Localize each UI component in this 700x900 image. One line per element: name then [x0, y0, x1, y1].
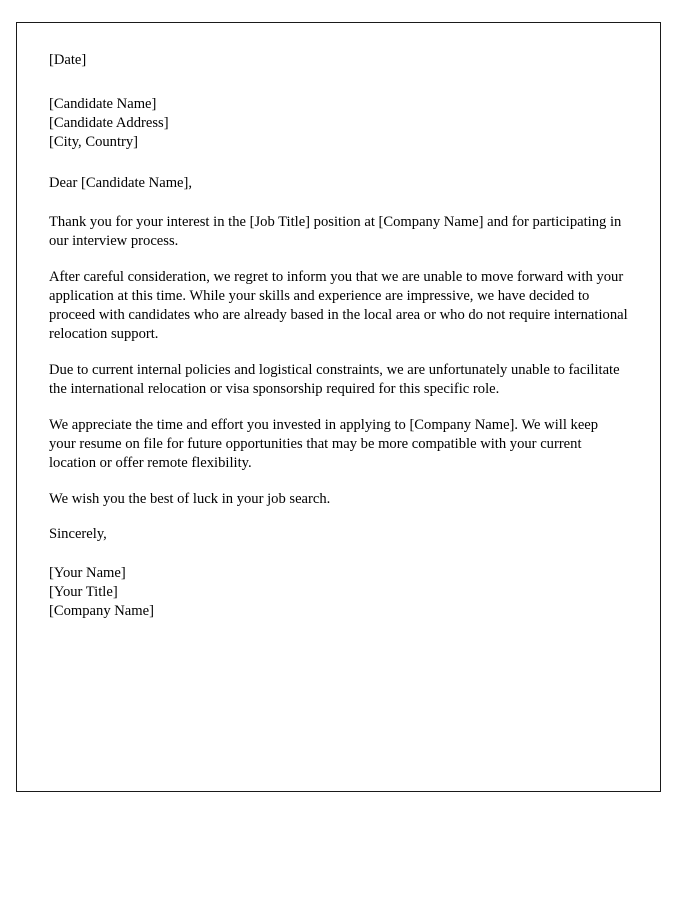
recipient-line-3: [City, Country]	[49, 133, 139, 150]
date-line: [Date]	[49, 52, 87, 68]
recipient-address-block	[49, 95, 628, 152]
recipient-line-2: [Candidate Address]	[49, 114, 169, 131]
salutation: Dear [Candidate Name],	[49, 174, 193, 191]
body-paragraph-3: Due to current internal policies and logistical constraints, we are unfortunately unable to facilitate the international relocation or visa sponsorship required for this specific role.	[49, 361, 620, 397]
letter-sheet	[16, 22, 661, 792]
letter-body	[17, 23, 660, 621]
body-paragraph-1: Thank you for your interest in the [Job Title] position at [Company Name] and for participating in our interview process.	[49, 213, 622, 249]
signature-line-2: [Your Title]	[49, 584, 118, 601]
signature-line-3: [Company Name]	[49, 603, 154, 620]
closing-line: Sincerely,	[49, 526, 107, 543]
signature-line-1: [Your Name]	[49, 565, 126, 582]
body-paragraph-5: We wish you the best of luck in your job search.	[49, 490, 331, 507]
body-paragraph-2: After careful consideration, we regret to inform you that we are unable to move forward with your application at this time. While your skills and experience are impressive, we have decided to proceed with candidates who are already based in the local area or who do not require international relocation support.	[49, 268, 628, 342]
body-paragraph-4: We appreciate the time and effort you invested in applying to [Company Name]. We will keep your resume on file for future opportunities that may be more compatible with your current location or offer remote flexibility.	[49, 416, 599, 471]
signature-block	[49, 564, 628, 621]
recipient-line-1: [Candidate Name]	[49, 95, 157, 112]
